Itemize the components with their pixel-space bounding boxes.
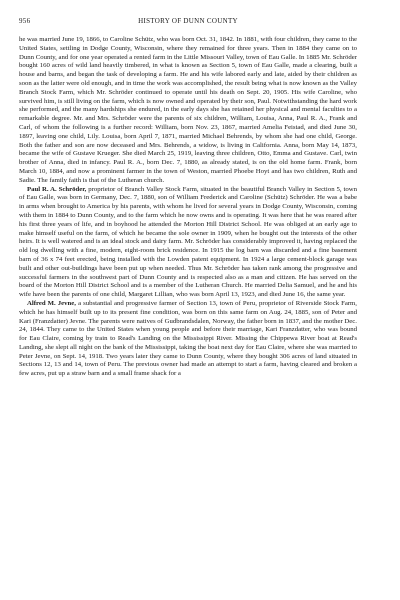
page-header [19, 17, 357, 29]
paragraph-paul-schroder [19, 186, 357, 300]
paragraph-text: he was married June 19, 1866, to Caroline Schütz, who was born Oct. 31, 1842. In 1881, with four children, they came to the United States, settling in Dodge County, Wisconsin, where they remained for three years. Then in 1884 they came on to Dunn County, and for one year operated a rented farm in the Little Missouri Valley, town of Eau Galle. In 1885 Mr. Schröder bought 160 acres of wild land heavily timbered, in what is known as Section 5, town of Eau Galle, made a clearing, built a house and barns, and began the task of developing a farm. He and his wife labored early and late, aided by their children as soon as the latter were old enough, and in time the work was accomplished, the result being what is now known as the Valley Branch Stock Farm, which Mr. Schröder continued to operate until his death on Sept. 20, 1905. His wife Caroline, who survived him, is still living on the farm, which is now owned and operated by their son, Paul. Notwithstanding the hard work she performed, and the many hardships she endured, in the early days she has retained her physical and mental faculties to a remarkable degree. Mr. and Mrs. Schröder were the parents of six children, William, Louisa, Anna, Paul R. A., Frank and Carl, of whom the following is a further record: William, born Nov. 23, 1867, married Amelia Feistad, and died June 30, 1897, leaving one child, Lily. Louisa, born April 7, 1871, married Michael Behrends, by whom she had one child, George. Both the father and son are now deceased and Mrs. Behrends, a widow, is living in California. Anna, born May 14, 1873, became the wife of Gustave Krueger. She died March 25, 1919, leaving three children, Otto, Emma and Gustave. Carl, twin brother of Anna, died in infancy. Paul R. A., born Dec. 7, 1880, as already stated, is on the old home farm. Frank, born March 10, 1884, and now a prominent farmer in the town of Weston, married Phoebe Hoyt and has two children, Ruth and Sadie. The family faith is that of the Lutheran church. [19, 36, 357, 184]
paragraph-text: a substantial and progressive farmer of Section 13, town of Peru, proprietor of Riverside Stock Farm, which he has himself built up to its present fine condition, was born on this same farm on Aug. 24, 1885, son of Peter and Kari (Franzdatter) Jevne. The parents were natives of Gudbrandsdalen, Norway, the father born in 1837, and the mother Dec. 24, 1844. They came to the United States when young people and before their marriage, Kari Franzdatter, who was bound for Eau Claire, coming by train to Read's Landing on the Mississippi River. Missing the Chippewa River boat at Read's Landing, she slept all night on the bank of the Mississippi, taking the boat next day for Eau Claire, where she was married to Peter Jevne, on Sept. 14, 1918. Two years later they came to Dunn County, where they bought 306 acres of land situated in Sections 12, 13 and 14, town of Peru. The previous owner had made an attempt to start a farm, having cleared and broken a few acres, put up a straw barn and a small frame shack for a [19, 299, 357, 378]
biography-name: Paul R. A. Schröder, [27, 185, 87, 193]
body-text [19, 36, 357, 379]
paragraph-schroder-family [19, 36, 357, 186]
biography-name: Alfred M. Jevne, [27, 299, 76, 307]
paragraph-text: proprietor of Branch Valley Stock Farm, situated in the beautiful Branch Valley in Section 5, town of Eau Galle, was born in Germany, Dec. 7, 1880, son of William Frederick and Caroline (Schütz) Schröder. He was a babe in arms when brought to America by his parents, with whom he lived for several years in Dodge County, Wisconsin, coming with them in 1884 to Dunn County, and to the farm which he now owns and is operating. It was here that he was reared after his first three years of life, and in boyhood he attended the Morton Hill District School. He was obliged at an early age to make himself useful on the farm, of which he became the sole owner in 1909, when he bought out the interests of the other heirs. It is well watered and is an ideal stock and dairy farm. Mr. Schröder has considerably improved it, having replaced the old log dwelling with a fine, modern, eight-room brick residence. In 1915 the log barn was discarded and a fine basement barn of 36 x 74 feet erected, being installed with the Lowden patent equipment. In 1924 a large cement-block garage was built and other out-buildings have been put up when needed. Thus Mr. Schröder has taken rank among the progressive and successful farmers in the southwest part of Dunn County and is respected also as a man and citizen. He has served on the board of the Morton Hill District School and is a member of the Lutheran Church. He married Delia Samuel, and he and his wife have been the parents of one child, Margaret Lillian, who was born April 13, 1923, and died June 16, the same year. [19, 185, 357, 299]
running-title: HISTORY OF DUNN COUNTY [138, 17, 238, 25]
page-number: 956 [19, 17, 31, 25]
paragraph-alfred-jevne [19, 300, 357, 379]
